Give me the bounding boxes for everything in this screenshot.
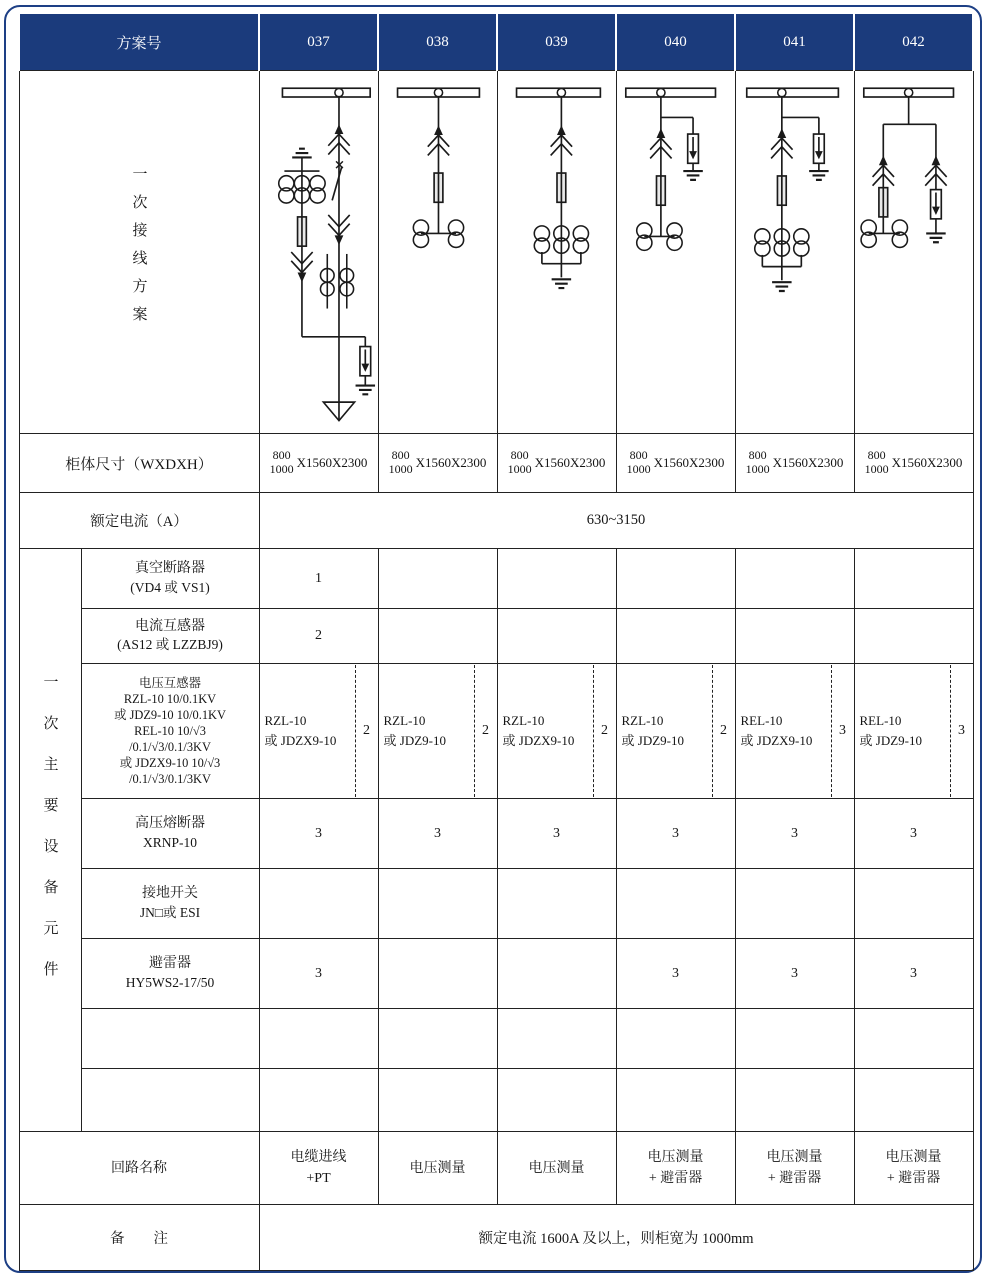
equipment-name-earthing-switch: 接地开关 JN□或 ESI [81, 869, 259, 939]
equipment-qty: 3 [854, 939, 973, 1009]
equipment-row-pt [19, 664, 973, 799]
equipment-name-vcb: 真空断路器 (VD4 或 VS1) [81, 549, 259, 609]
diagram-cell-039 [497, 71, 616, 434]
equipment-qty [259, 869, 378, 939]
equipment-qty [854, 549, 973, 609]
single-line-diagram-041 [737, 71, 853, 433]
fuse-icon [297, 217, 306, 246]
equipment-group-label: 一次主要设备元件 [41, 673, 58, 1002]
equipment-name-ct: 电流互感器 (AS12 或 LZZBJ9) [81, 609, 259, 664]
scheme-row-label: 方案号 [19, 13, 259, 71]
diagram-cell-042 [854, 71, 973, 434]
equipment-qty: 3 [259, 799, 378, 869]
dimension-label: 柜体尺寸（WXDXH） [19, 434, 259, 493]
busbar [282, 88, 370, 97]
circuit-cell-038: 电压测量 [378, 1132, 497, 1205]
pt-qty: 2 [482, 723, 490, 738]
remark-row [19, 1205, 973, 1271]
equipment-qty [378, 869, 497, 939]
remark-value: 额定电流 1600A 及以上，则柜宽为 1000mm [259, 1205, 973, 1271]
busbar [746, 88, 838, 97]
single-line-diagram-039 [499, 71, 615, 433]
equipment-qty [497, 939, 616, 1009]
pt-cell-037 [259, 664, 378, 799]
ground-icon [355, 386, 374, 395]
pt-qty: 2 [601, 723, 609, 738]
ground-icon [683, 171, 702, 180]
pt-type: RZL-10 或 JDZX9-10 [264, 712, 337, 748]
fuse-icon [777, 176, 786, 205]
equipment-name-pt: 电压互感器 RZL-10 10/0.1KV 或 JDZ9-10 10/0.1KV REL-10 10/√3 /0.1/√3/0.1/3KV 或 JDZX9-10 10/√3 /0.1/√3/0.1/3KV [81, 664, 259, 799]
circuit-cell-037: 电缆进线 +PT [259, 1132, 378, 1205]
pt-cell-038 [378, 664, 497, 799]
diagram-row [19, 71, 973, 434]
diagram-cell-041 [735, 71, 854, 434]
equipment-qty: 2 [259, 609, 378, 664]
scheme-header-037: 037 [259, 13, 378, 71]
equipment-name-empty [81, 1069, 259, 1132]
equipment-group-label-cell [19, 549, 81, 1132]
equipment-qty: 3 [735, 799, 854, 869]
arrester-icon [813, 134, 824, 163]
equipment-qty: 3 [616, 939, 735, 1009]
pt-type: RZL-10 或 JDZX9-10 [502, 712, 575, 748]
dim-width-bottom: 1000 [269, 462, 294, 476]
equipment-qty [854, 869, 973, 939]
equipment-row-empty-2 [19, 1069, 973, 1132]
pt-qty: 2 [363, 723, 371, 738]
equipment-qty [497, 869, 616, 939]
pt-cell-042 [854, 664, 973, 799]
fuse-icon [434, 173, 443, 202]
dimension-cell-042: 800 1000 X1560X2300 [854, 434, 973, 493]
equipment-qty: 3 [735, 939, 854, 1009]
equipment-qty: 3 [616, 799, 735, 869]
arrester-icon [359, 347, 370, 376]
dimension-row [19, 434, 973, 493]
ground-icon [926, 233, 945, 242]
voltage-transformer-icon [309, 176, 324, 203]
equipment-qty [378, 939, 497, 1009]
pt-qty: 3 [839, 723, 847, 738]
ground-icon [551, 279, 570, 288]
busbar-tap [334, 89, 342, 97]
equipment-row-vcb [19, 549, 973, 609]
equipment-row-arrester [19, 939, 973, 1009]
current-transformer-icon [339, 254, 353, 309]
equipment-qty [616, 549, 735, 609]
equipment-name-empty [81, 1009, 259, 1069]
scheme-header-042: 042 [854, 13, 973, 71]
circuit-cell-039: 电压测量 [497, 1132, 616, 1205]
header-row [19, 13, 973, 71]
arrester-icon [930, 190, 941, 219]
arrester-icon [687, 134, 698, 163]
equipment-qty [735, 549, 854, 609]
equipment-qty [616, 609, 735, 664]
equipment-row-fuse [19, 799, 973, 869]
dimension-cell-038: 800 1000 X1560X2300 [378, 434, 497, 493]
equipment-row-earthing-switch [19, 869, 973, 939]
scheme-header-039: 039 [497, 13, 616, 71]
voltage-transformer-icon [754, 229, 769, 256]
busbar-tap [557, 89, 565, 97]
rated-current-label: 额定电流（A） [19, 493, 259, 549]
pt-type: RZL-10 或 JDZ9-10 [621, 712, 684, 748]
equipment-qty [378, 549, 497, 609]
equipment-qty [735, 869, 854, 939]
voltage-transformer-icon [892, 220, 907, 247]
circuit-cell-042: 电压测量 + 避雷器 [854, 1132, 973, 1205]
ground-icon [809, 171, 828, 180]
equipment-name-arrester: 避雷器 HY5WS2-17/50 [81, 939, 259, 1009]
dim-width-top: 800 [272, 448, 291, 463]
equipment-row-ct [19, 609, 973, 664]
pt-cell-039 [497, 664, 616, 799]
busbar [625, 88, 715, 97]
voltage-transformer-icon [573, 226, 588, 253]
equipment-qty [378, 609, 497, 664]
circuit-name-label: 回路名称 [19, 1132, 259, 1205]
scheme-header-041: 041 [735, 13, 854, 71]
scheme-header-040: 040 [616, 13, 735, 71]
primary-wiring-label-cell [19, 71, 259, 434]
equipment-row-empty-1 [19, 1009, 973, 1069]
single-line-diagram-040 [618, 71, 734, 433]
equipment-qty: 3 [497, 799, 616, 869]
diagram-cell-040 [616, 71, 735, 434]
busbar-tap [434, 89, 442, 97]
equipment-qty [497, 609, 616, 664]
fuse-icon [557, 173, 566, 202]
pt-qty: 3 [958, 723, 966, 738]
voltage-transformer-icon [861, 220, 876, 247]
equipment-qty: 3 [854, 799, 973, 869]
dim-suffix: X1560X2300 [296, 455, 368, 470]
single-line-diagram-038 [380, 71, 496, 433]
busbar-tap [904, 89, 912, 97]
diagram-cell-037 [259, 71, 378, 434]
dimension-cell-041: 800 1000 X1560X2300 [735, 434, 854, 493]
dimension-cell-037 [259, 434, 378, 493]
circuit-name-row [19, 1132, 973, 1205]
voltage-transformer-icon [793, 229, 808, 256]
single-line-diagram-037 [261, 71, 377, 433]
dimension-cell-039: 800 1000 X1560X2300 [497, 434, 616, 493]
voltage-transformer-icon [278, 176, 293, 203]
fuse-icon [878, 188, 887, 217]
voltage-transformer-icon [534, 226, 549, 253]
circuit-cell-040: 电压测量 + 避雷器 [616, 1132, 735, 1205]
equipment-name-fuse: 高压熔断器 XRNP-10 [81, 799, 259, 869]
pt-cell-041 [735, 664, 854, 799]
ground-icon [292, 149, 311, 158]
equipment-qty [854, 609, 973, 664]
busbar-tap [777, 89, 785, 97]
ground-icon [772, 282, 791, 291]
fuse-icon [656, 176, 665, 205]
equipment-qty: 3 [259, 939, 378, 1009]
diagram-cell-038 [378, 71, 497, 434]
equipment-qty [497, 549, 616, 609]
single-line-diagram-042 [856, 71, 972, 433]
pt-cell-040 [616, 664, 735, 799]
voltage-transformer-icon [413, 220, 428, 247]
dimension-cell-040: 800 1000 X1560X2300 [616, 434, 735, 493]
voltage-transformer-icon [666, 223, 681, 250]
pt-type: REL-10 或 JDZX9-10 [740, 712, 813, 748]
equipment-qty [735, 609, 854, 664]
pt-type: RZL-10 或 JDZ9-10 [383, 712, 446, 748]
busbar-tap [656, 89, 664, 97]
equipment-qty [616, 869, 735, 939]
remark-label: 备 注 [19, 1205, 259, 1271]
spec-table [18, 12, 974, 1271]
pt-type: REL-10 或 JDZ9-10 [859, 712, 922, 748]
rated-current-value: 630~3150 [259, 493, 973, 549]
circuit-cell-041: 电压测量 + 避雷器 [735, 1132, 854, 1205]
current-transformer-icon [320, 254, 334, 309]
primary-wiring-label: 一次接线方案 [130, 165, 147, 334]
pt-qty: 2 [720, 723, 728, 738]
scheme-header-038: 038 [378, 13, 497, 71]
rated-current-row [19, 493, 973, 549]
equipment-qty: 1 [259, 549, 378, 609]
equipment-qty: 3 [378, 799, 497, 869]
